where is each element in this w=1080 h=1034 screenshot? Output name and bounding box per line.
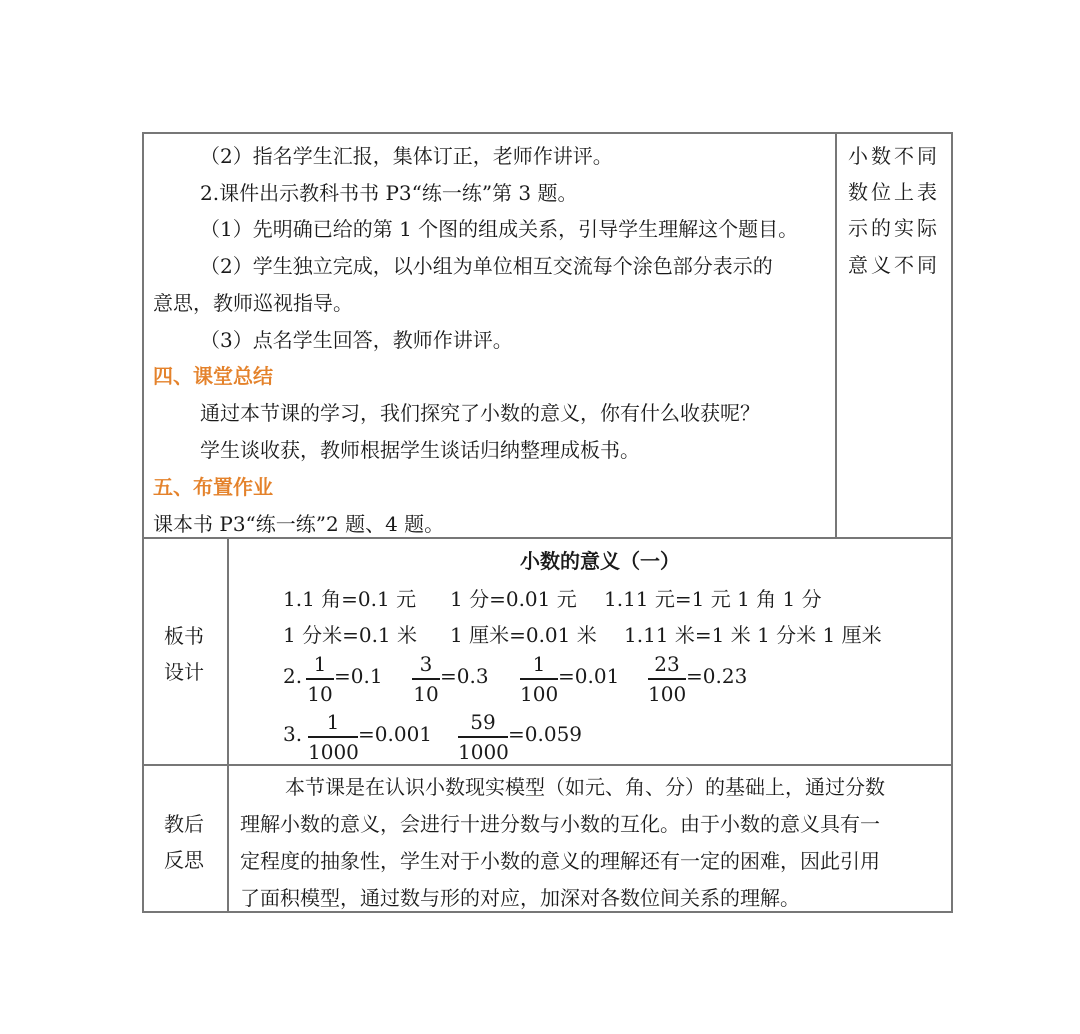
process-line: （1）先明确已给的第 1 个图的组成关系，引导学生理解这个题目。 bbox=[200, 217, 799, 241]
reflection-line: 了面积模型，通过数与形的对应，加深对各数位间关系的理解。 bbox=[240, 886, 800, 910]
process-line: 2.课件出示教科书书 P3“练一练”第 3 题。 bbox=[200, 181, 578, 205]
fraction bbox=[412, 652, 440, 706]
table-border-right bbox=[951, 132, 953, 912]
fraction-denominator: 10 bbox=[413, 681, 439, 706]
reflection-line: 理解小数的意义，会进行十进分数与小数的互化。由于小数的意义具有一 bbox=[240, 812, 880, 836]
side-note-line: 示的实际 bbox=[848, 216, 940, 240]
process-line: （2）学生独立完成，以小组为单位相互交流每个涂色部分表示的 bbox=[200, 254, 773, 278]
fraction-numerator: 1 bbox=[532, 652, 546, 676]
section-heading-summary: 四、课堂总结 bbox=[153, 364, 273, 388]
table-border-left bbox=[142, 132, 144, 912]
fraction-numerator: 59 bbox=[470, 710, 496, 734]
fraction-bar bbox=[412, 678, 440, 680]
fraction-bar bbox=[308, 736, 358, 738]
fraction-numerator: 1 bbox=[326, 710, 340, 734]
fraction-denominator: 1000 bbox=[458, 739, 509, 764]
process-line: 意思，教师巡视指导。 bbox=[153, 291, 353, 315]
reflection-line: 本节课是在认识小数现实模型（如元、角、分）的基础上，通过分数 bbox=[285, 775, 885, 799]
board-row2-item: 1 厘米=0.01 米 bbox=[450, 623, 597, 647]
reflection-line: 定程度的抽象性，学生对于小数的意义的理解还有一定的困难，因此引用 bbox=[240, 849, 880, 873]
board-row1-item: 1.11 元=1 元 1 角 1 分 bbox=[604, 587, 822, 611]
board-row3-prefix: 2. bbox=[283, 664, 303, 688]
fraction-result: =0.01 bbox=[558, 664, 620, 688]
fraction-bar bbox=[306, 678, 334, 680]
homework-line: 课本书 P3“练一练”2 题、4 题。 bbox=[153, 512, 445, 536]
fraction-result: =0.3 bbox=[440, 664, 489, 688]
fraction-denominator: 100 bbox=[648, 681, 687, 706]
fraction-numerator: 1 bbox=[313, 652, 327, 676]
reflection-label: 反思 bbox=[164, 848, 204, 872]
column-divider-side-note bbox=[835, 132, 837, 538]
summary-line: 学生谈收获，教师根据学生谈话归纳整理成板书。 bbox=[200, 438, 640, 462]
fraction-bar bbox=[520, 678, 558, 680]
side-note-line: 意义不同 bbox=[848, 253, 940, 277]
board-title: 小数的意义（一） bbox=[520, 549, 680, 573]
board-row2-item: 1 分米=0.1 米 bbox=[283, 623, 418, 647]
process-line: （2）指名学生汇报，集体订正，老师作讲评。 bbox=[200, 144, 613, 168]
fraction bbox=[648, 652, 686, 706]
side-note-line: 数位上表 bbox=[848, 180, 940, 204]
summary-line: 通过本节课的学习，我们探究了小数的意义，你有什么收获呢？ bbox=[200, 401, 760, 425]
table-border-top bbox=[142, 132, 953, 134]
fraction bbox=[308, 710, 358, 764]
fraction bbox=[458, 710, 508, 764]
fraction bbox=[520, 652, 558, 706]
side-note-line: 小数不同 bbox=[848, 144, 940, 168]
board-row2-item: 1.11 米=1 米 1 分米 1 厘米 bbox=[624, 623, 882, 647]
fraction bbox=[306, 652, 334, 706]
board-row1-item: 1 分=0.01 元 bbox=[450, 587, 577, 611]
process-line: （3）点名学生回答，教师作讲评。 bbox=[200, 328, 513, 352]
fraction-bar bbox=[648, 678, 686, 680]
fraction-result: =0.23 bbox=[686, 664, 748, 688]
fraction-result: =0.001 bbox=[358, 722, 433, 746]
board-label: 板书 bbox=[164, 624, 204, 648]
fraction-numerator: 23 bbox=[654, 652, 680, 676]
fraction-result: =0.059 bbox=[508, 722, 583, 746]
board-row1-item: 1.1 角=0.1 元 bbox=[283, 587, 417, 611]
fraction-denominator: 100 bbox=[520, 681, 559, 706]
fraction-bar bbox=[458, 736, 508, 738]
fraction-numerator: 3 bbox=[419, 652, 433, 676]
row-divider-reflection bbox=[142, 764, 953, 766]
column-divider-labels bbox=[227, 537, 229, 912]
fraction-result: =0.1 bbox=[334, 664, 383, 688]
reflection-label: 教后 bbox=[164, 812, 204, 836]
board-row4-prefix: 3. bbox=[283, 722, 303, 746]
fraction-denominator: 10 bbox=[307, 681, 333, 706]
board-label: 设计 bbox=[164, 660, 204, 684]
fraction-denominator: 1000 bbox=[308, 739, 359, 764]
section-heading-homework: 五、布置作业 bbox=[153, 475, 273, 499]
